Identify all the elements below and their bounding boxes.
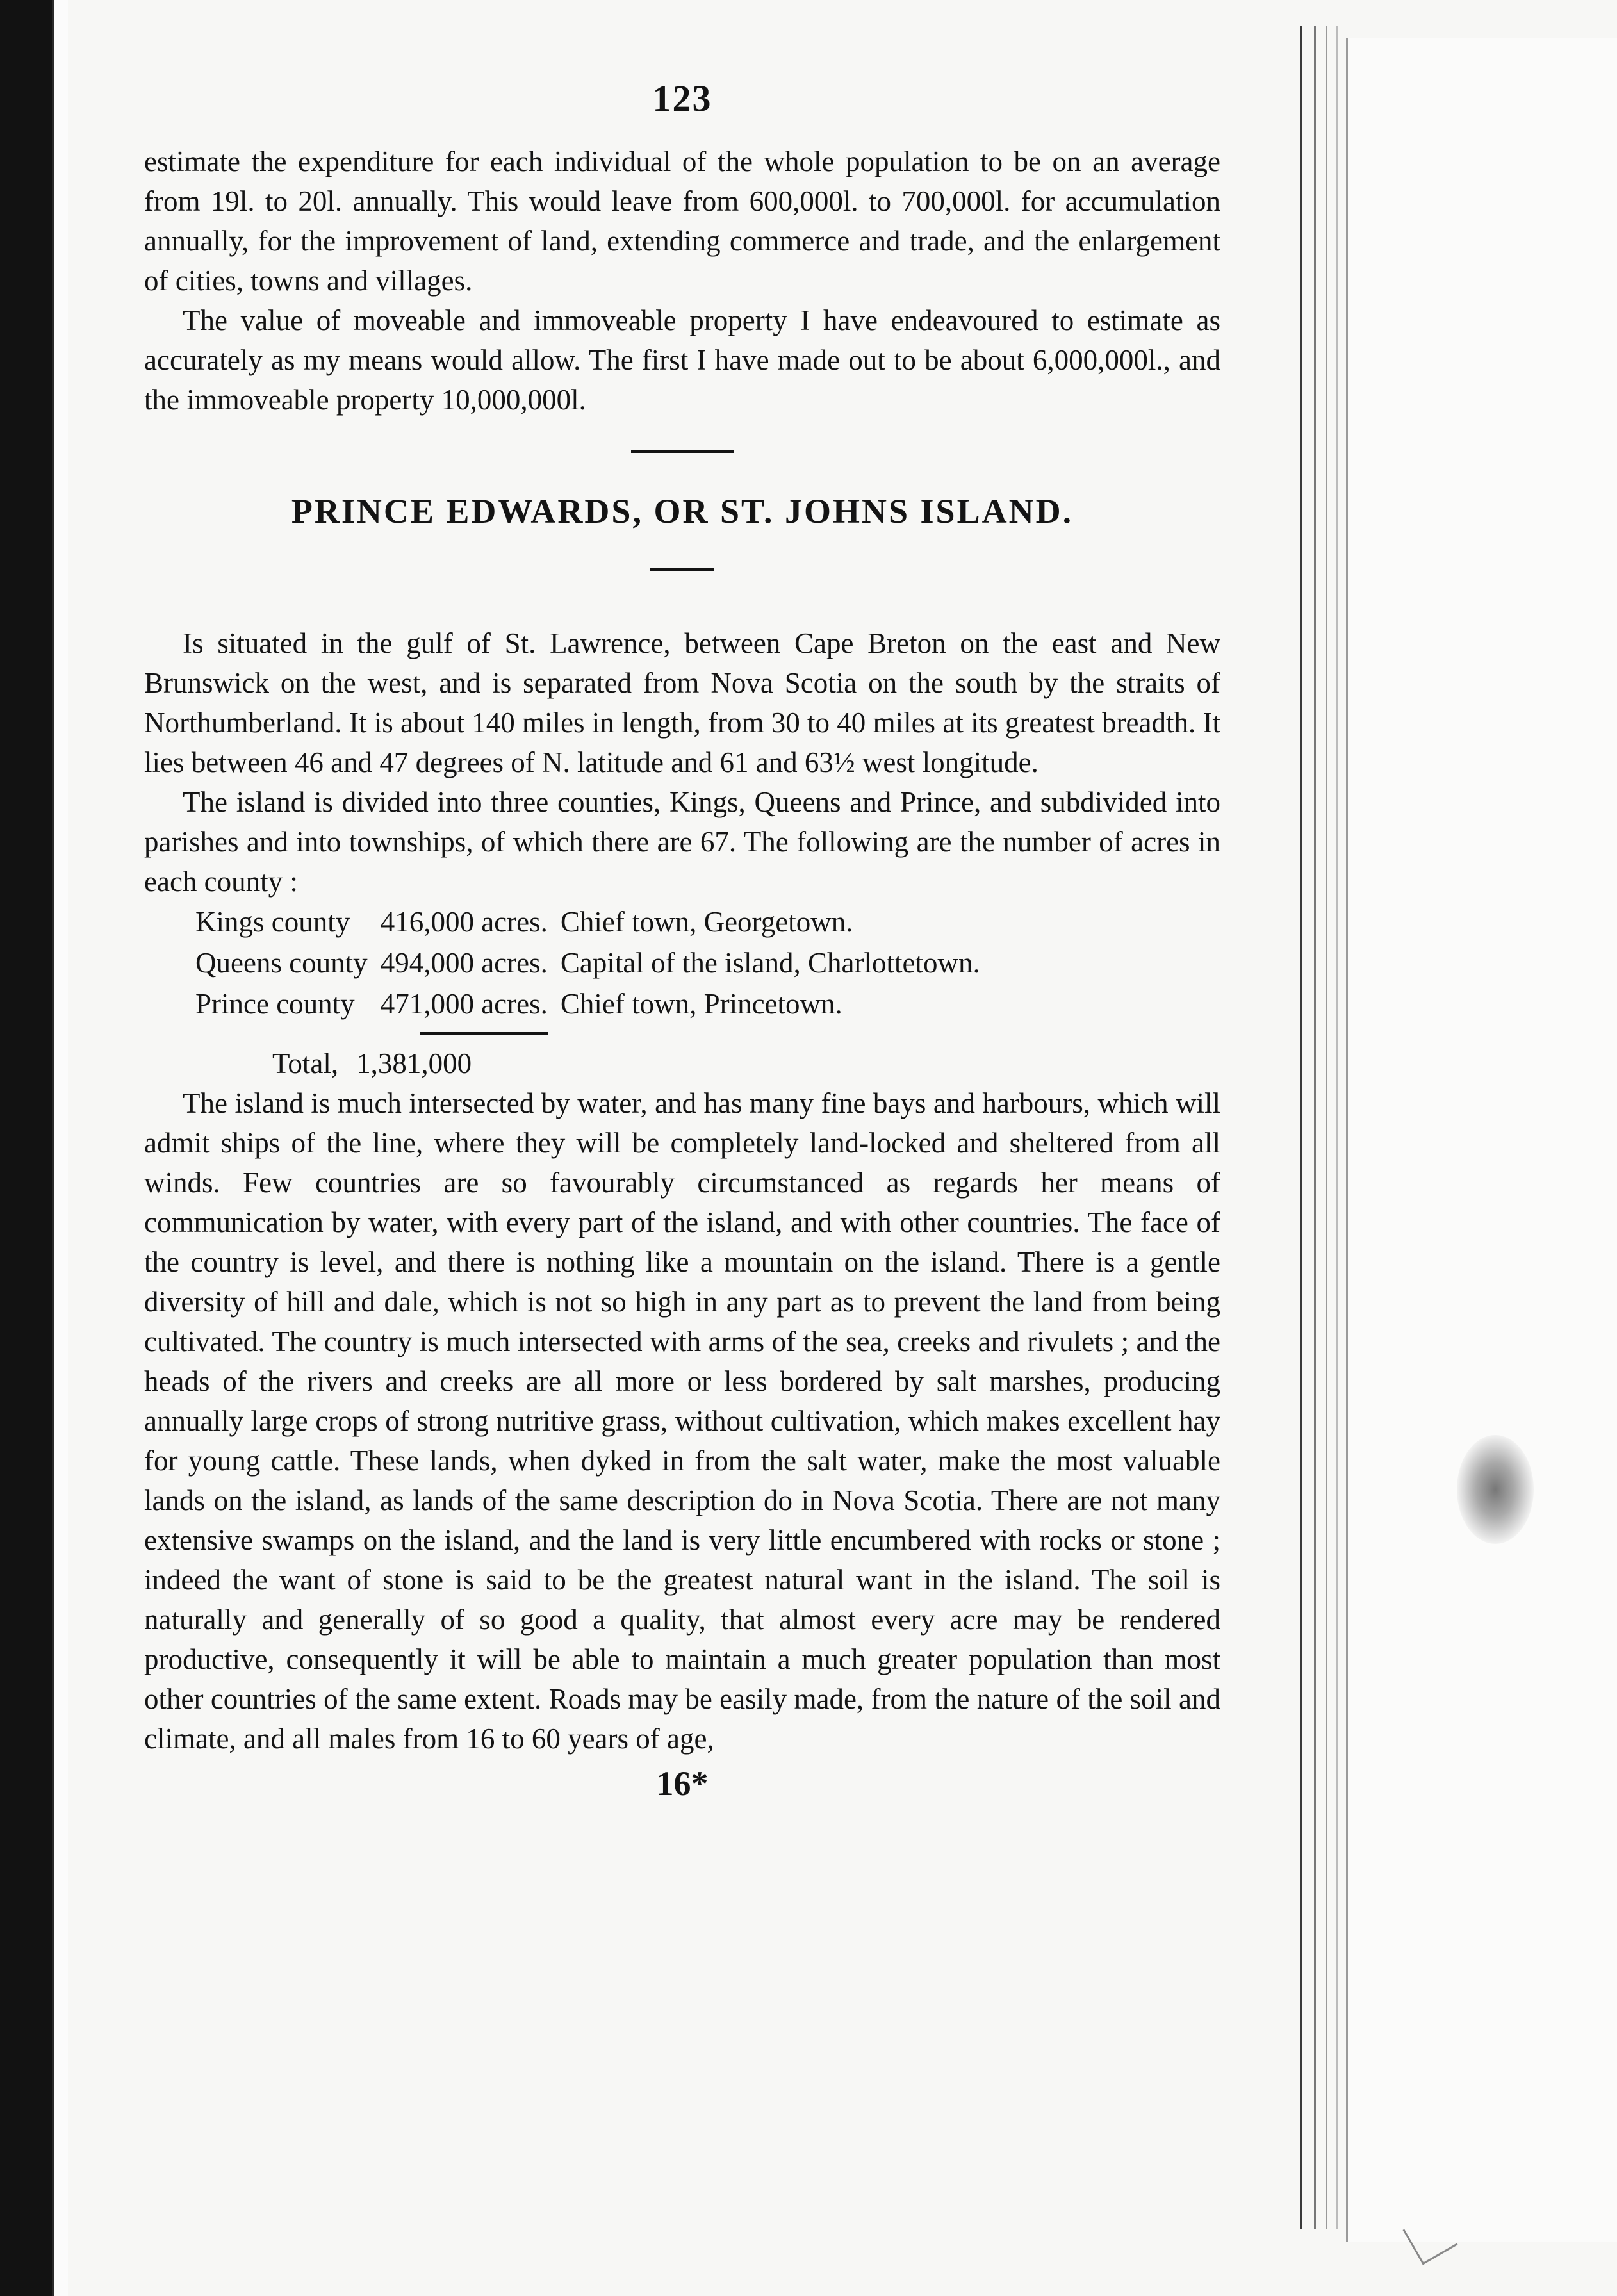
section-divider xyxy=(631,450,734,453)
paper-stain xyxy=(1457,1435,1534,1544)
county-acres: 471,000 acres. xyxy=(380,988,548,1020)
total-line xyxy=(144,1044,1220,1083)
table-row xyxy=(195,983,993,1024)
book-page xyxy=(144,77,1220,1803)
county-town: Chief town, Georgetown. xyxy=(560,906,853,938)
table-row xyxy=(195,942,993,983)
county-name: Kings county xyxy=(195,906,350,938)
county-name: Prince county xyxy=(195,988,355,1020)
section-paragraph: The island is divided into three counties, Kings, Queens and Prince, and subdivided into parishes and into townships, of which there are 67. The following are the number of acres in each county : xyxy=(144,786,1220,898)
page-edge xyxy=(1300,26,1302,2229)
page-number: 123 xyxy=(652,78,712,119)
signature-mark: 16* xyxy=(656,1764,709,1803)
scan-left-edge xyxy=(0,0,62,2296)
county-town: Chief town, Princetown. xyxy=(560,988,842,1020)
county-town: Capital of the island, Charlottetown. xyxy=(560,947,980,979)
page-edge xyxy=(1336,26,1338,2229)
total-value: 1,381,000 xyxy=(356,1047,472,1079)
intro-paragraph: The value of moveable and immoveable property I have endeavoured to estimate as accurately as my means would allow. The first I have made out to be about 6,000,000l., and the immoveable property 10,000,000l. xyxy=(144,304,1220,416)
total-rule xyxy=(420,1032,548,1035)
page-edge xyxy=(1326,26,1327,2229)
section-paragraph: Is situated in the gulf of St. Lawrence, between Cape Breton on the east and New Brunswick on the west, and is separated from Nova Scotia on the south by the straits of Northumberland. It is about 140 miles in length, from 30 to 40 miles at its greatest breadth. It lies between 46 and 47 degrees of N. latitude and 61 and 63½ west longitude. xyxy=(144,627,1220,778)
county-acres: 416,000 acres. xyxy=(380,906,548,938)
section-title: PRINCE EDWARDS, OR ST. JOHNS ISLAND. xyxy=(291,492,1074,530)
county-table xyxy=(195,901,993,1024)
intro-paragraph: estimate the expenditure for each individual of the whole population to be on an average from 19l. to 20l. annually. This would leave from 600,000l. to 700,000l. for accumulation annually, for the improvement of land, extending commerce and trade, and the enlargement of cities, towns and villages. xyxy=(144,145,1220,297)
adjacent-page xyxy=(1346,38,1617,2242)
page-edge xyxy=(1314,26,1316,2229)
body-paragraph: The island is much intersected by water, and has many fine bays and harbours, which will admit ships of the line, where they will be completely land-locked and sheltered from all winds. Few countries are so favourably circumstanced as regards her means of communication by water, with every part of the island, and with other countries. The face of the country is level, and there is nothing like a mountain on the island. There is a gentle diversity of hill and dale, which is not so high in any part as to prevent the land from being cultivated. The country is much intersected with arms of the sea, creeks and rivulets ; and the heads of the rivers and creeks are all more or less bordered by salt marshes, producing annually large crops of strong nutritive grass, without cultivation, which makes excellent hay for young cattle. These lands, when dyked in from the salt water, make the most valuable lands on the island, as lands of the same description do in Nova Scotia. There are not many extensive swamps on the island, and the land is very little encumbered with rocks or stone ; indeed the want of stone is said to be the greatest natural want in the island. The soil is naturally and generally of so good a quality, that almost every acre may be rendered productive, consequently it will be able to maintain a much greater population than most other countries of the same extent. Roads may be easily made, from the nature of the soil and climate, and all males from 16 to 60 years of age, xyxy=(144,1087,1220,1755)
county-acres: 494,000 acres. xyxy=(380,947,548,979)
section-divider xyxy=(650,568,714,571)
county-name: Queens county xyxy=(195,947,368,979)
total-label: Total, xyxy=(272,1047,339,1079)
table-row xyxy=(195,901,993,942)
adjacent-page-stack xyxy=(1284,0,1617,2296)
